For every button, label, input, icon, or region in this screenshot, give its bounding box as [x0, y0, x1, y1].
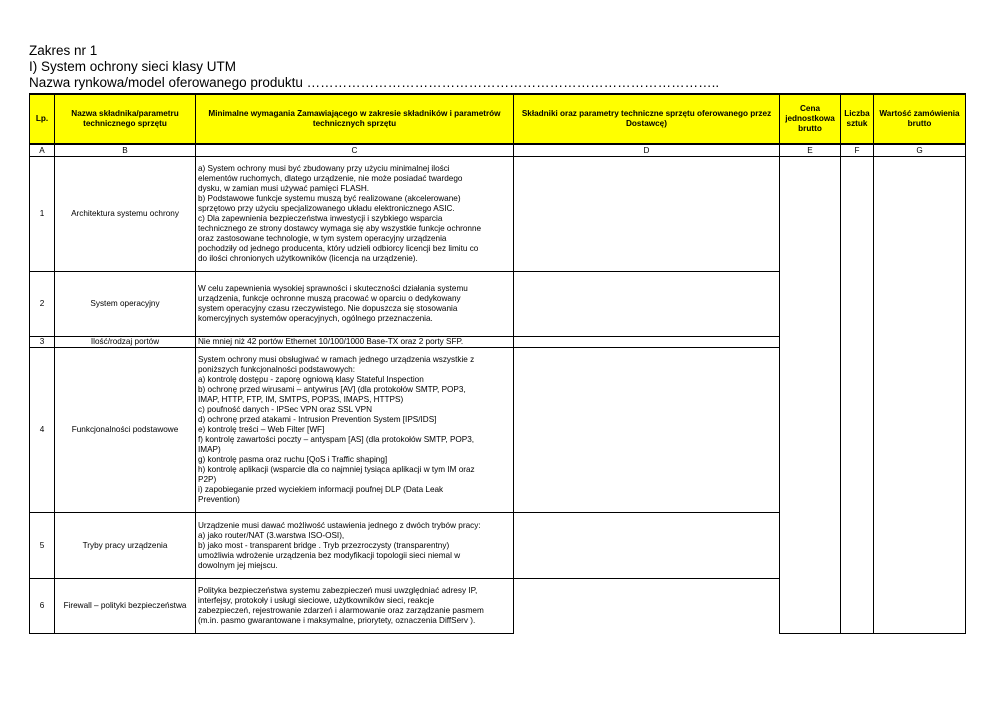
header-row — [30, 94, 966, 144]
unit-price-cell[interactable] — [780, 157, 841, 634]
component-name: Funkcjonalności podstawowe — [55, 348, 196, 513]
header-unit-price: Cena jednostkowa brutto — [780, 94, 841, 144]
specification-table — [29, 93, 966, 634]
offered-parameters-cell[interactable] — [514, 579, 780, 634]
offered-parameters-cell[interactable] — [514, 337, 780, 348]
column-letter: F — [841, 144, 874, 157]
requirement-text: System ochrony musi obsługiwać w ramach jednego urządzenia wszystkie z poniższych funkcjonalności podstawowych: a) kontrolę dostępu - zaporę ogniową klasy Stateful Inspection b) ochronę przed wirusami – antywirus [AV] (dla protokołów SMTP, POP3, IMAP, HTTP, FTP, IM, SMTPS, POP3S, IMAPS, HTTPS) c) poufność danych - IPSec VPN oraz SSL VPN d) ochronę przed atakami - Intrusion Prevention System [IPS/IDS] e) kontrolę treści – Web Filter [WF] f) kontrolę zawartości poczty – antyspam [AS] (dla protokołów SMTP, POP3, IMAP) g) kontrolę pasma oraz ruchu [QoS i Traffic shaping] h) kontrolę aplikacji (wsparcie dla co najmniej tysiąca aplikacji w tym IM oraz P2P) i) zapobieganie przed wyciekiem informacji poufnej DLP (Data Leak Prevention) — [196, 348, 514, 513]
header-quantity: Liczba sztuk — [841, 94, 874, 144]
row-number: 4 — [30, 348, 55, 513]
product-model-line: Nazwa rynkowa/model oferowanego produktu ……………………………………………………………………………….. — [29, 75, 720, 90]
requirement-text: Nie mniej niż 42 portów Ethernet 10/100/1000 Base-TX oraz 2 porty SFP. — [196, 337, 514, 348]
component-name: Ilość/rodzaj portów — [55, 337, 196, 348]
header-order-value: Wartość zamówienia brutto — [874, 94, 966, 144]
document-title: Zakres nr 1 — [29, 43, 98, 58]
component-name: Architektura systemu ochrony — [55, 157, 196, 272]
row-number: 3 — [30, 337, 55, 348]
column-letter: D — [514, 144, 780, 157]
header-minimum-requirements: Minimalne wymagania Zamawiającego w zakresie składników i parametrów technicznych sprzętu — [196, 94, 514, 144]
offered-parameters-cell[interactable] — [514, 513, 780, 579]
offered-parameters-cell[interactable] — [514, 272, 780, 337]
column-letter: E — [780, 144, 841, 157]
component-name: System operacyjny — [55, 272, 196, 337]
column-letter: C — [196, 144, 514, 157]
order-value-cell[interactable] — [874, 157, 966, 634]
header-component-name: Nazwa składnika/parametru technicznego sprzętu — [55, 94, 196, 144]
header-lp: Lp. — [30, 94, 55, 144]
row-number: 2 — [30, 272, 55, 337]
component-name: Tryby pracy urządzenia — [55, 513, 196, 579]
offered-parameters-cell[interactable] — [514, 348, 780, 513]
requirement-text: W celu zapewnienia wysokiej sprawności i skuteczności działania systemu urządzenia, funkcje ochronne muszą pracować w oparciu o dedykowany system operacyjny czasu rzeczywistego. Nie dopuszcza się stosowania komercyjnych systemów operacyjnych, ogólnego przeznaczenia. — [196, 272, 514, 337]
component-name: Firewall – polityki bezpieczeństwa — [55, 579, 196, 634]
requirement-text: Urządzenie musi dawać możliwość ustawienia jednego z dwóch trybów pracy: a) jako router/NAT (3.warstwa ISO-OSI), b) jako most - transparent bridge . Tryb przezroczysty (transparentny) umożliwia wdrożenie urządzenia bez modyfikacji topologii sieci niemal w dowolnym jej miejscu. — [196, 513, 514, 579]
section-title: I) System ochrony sieci klasy UTM — [29, 59, 237, 74]
requirement-text: a) System ochrony musi być zbudowany przy użyciu minimalnej ilości elementów ruchomych, dlatego urządzenie, nie może posiadać twardego dysku, w zamian musi używać pamięci FLASH. b) Podstawowe funkcje systemu muszą być realizowane (akcelerowane) sprzętowo przy użyciu specjalizowanego układu elektronicznego ASIC. c) Dla zapewnienia bezpieczeństwa inwestycji i szybkiego wsparcia technicznego ze strony dostawcy wymaga się aby wszystkie funkcje ochronne oraz zastosowane technologie, w tym system operacyjny urządzenia pochodziły od jednego producenta, który udzieli odbiorcy licencji bez limitu co do ilości chronionych użytkowników (licencja na urządzenie). — [196, 157, 514, 272]
column-letter: G — [874, 144, 966, 157]
header-offered-parameters: Składniki oraz parametry techniczne sprzętu oferowanego przez Dostawcę) — [514, 94, 780, 144]
quantity-cell[interactable] — [841, 157, 874, 634]
column-letter: A — [30, 144, 55, 157]
row-number: 6 — [30, 579, 55, 634]
column-letters-row — [30, 144, 966, 157]
requirement-text: Polityka bezpieczeństwa systemu zabezpieczeń musi uwzględniać adresy IP, interfejsy, protokoły i usługi sieciowe, użytkowników sieci, reakcje zabezpieczeń, rejestrowanie zdarzeń i alarmowanie oraz zarządzanie pasmem (m.in. pasmo gwarantowane i maksymalne, priorytety, oznaczenia DiffServ ). — [196, 579, 514, 634]
offered-parameters-cell[interactable] — [514, 157, 780, 272]
row-number: 5 — [30, 513, 55, 579]
row-number: 1 — [30, 157, 55, 272]
column-letter: B — [55, 144, 196, 157]
table-row — [30, 157, 966, 272]
